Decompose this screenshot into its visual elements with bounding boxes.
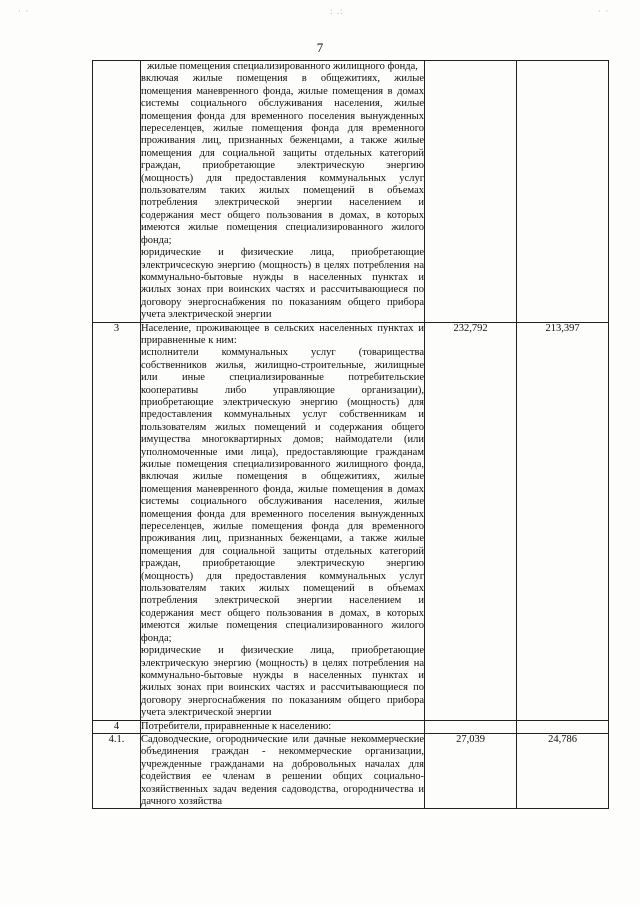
description-line: системы социального обслуживания населения, жилые bbox=[141, 496, 424, 508]
consumer-description-cell bbox=[141, 61, 425, 323]
description-line: фонда; bbox=[141, 632, 172, 644]
description-line: жилые помещения специализированного жилищного фонда, bbox=[147, 61, 418, 72]
description-line: учета электрической энергии bbox=[141, 707, 272, 719]
description-line: (мощность) для предоставления коммунальных услуг bbox=[141, 172, 424, 184]
description-line: жилых зонах при воинских частях и рассчитывающиеся по bbox=[141, 682, 424, 694]
description-line: помещения фонда для временного поселения вынужденных bbox=[141, 110, 424, 122]
consumer-description-cell bbox=[141, 733, 425, 808]
consumer-description-cell bbox=[141, 720, 425, 733]
row-number-cell: 4.1. bbox=[93, 733, 141, 808]
description-line: приравненные к ним: bbox=[141, 334, 237, 346]
description-line: помещения маневренного фонда, жилые помещения в домах bbox=[141, 483, 424, 495]
description-line: проживания лиц, признанных беженцами, а также жилые bbox=[141, 533, 424, 545]
description-line: имущества многоквартирных домов; наймодатели (или bbox=[141, 434, 424, 446]
description-line: коммунально-бытовые нужды в населенных пунктах и bbox=[141, 271, 424, 283]
description-line: (мощность) для предоставления коммунальных услуг bbox=[141, 570, 424, 582]
description-line: помещения для социальной защиты отдельных категорий bbox=[141, 147, 424, 159]
description-line: имеются жилые помещения специализированного жилого bbox=[141, 620, 424, 632]
tariff-table bbox=[92, 60, 609, 809]
tariff-value-1-cell bbox=[425, 61, 517, 323]
description-line: содействия ее членам в решении общих социально- bbox=[141, 771, 424, 783]
description-line: Потребители, приравненные к населению: bbox=[141, 720, 332, 732]
tariff-value-2-cell bbox=[517, 720, 609, 733]
description-line: пользователям таких жилых помещений в объемах bbox=[141, 185, 424, 197]
description-line: объединения граждан - некоммерческие организации, bbox=[141, 746, 424, 758]
description-line: приобретающие электрическую энергию (мощность) для bbox=[141, 396, 424, 408]
tariff-value-2-cell bbox=[517, 61, 609, 323]
description-line: электричсескую энергию (мощность) в целях потребления на bbox=[141, 259, 424, 271]
scan-mark-left: · · bbox=[18, 6, 30, 16]
description-line: договору энергоснабжения по показаниям общего прибора bbox=[141, 694, 424, 706]
row-number-cell: 4 bbox=[93, 720, 141, 733]
description-line: электрическую энергию (мощность) в целях потребления на bbox=[141, 657, 424, 669]
description-line: Садоводческие, огороднические или дачные некоммерческие bbox=[141, 733, 424, 745]
table-row bbox=[93, 733, 609, 808]
table-row bbox=[93, 61, 609, 323]
tariff-value-2-cell: 213,397 bbox=[517, 322, 609, 720]
description-line: дачного хозяйства bbox=[141, 795, 223, 807]
description-line: содержания мест общего пользования в домах, в которых bbox=[141, 209, 424, 221]
description-line: коммунально-бытовые нужды в населенных пунктах и bbox=[141, 669, 424, 681]
description-line: юридические и физические лица, приобретающие bbox=[141, 645, 424, 657]
description-line: Население, проживающее в сельских населенных пунктах и bbox=[141, 322, 424, 334]
description-line: кооперативы либо управляющие организации), bbox=[141, 384, 424, 396]
page-number: 7 bbox=[316, 40, 324, 55]
tariff-value-2-cell: 24,786 bbox=[517, 733, 609, 808]
description-line: проживания лиц, признанных беженцами, а также жилые bbox=[141, 135, 424, 147]
consumer-description-cell bbox=[141, 322, 425, 720]
tariff-value-1-cell bbox=[425, 720, 517, 733]
description-line: помещения фонда для временного поселения вынужденных bbox=[141, 508, 424, 520]
description-line: потребления электрической энергии населением и bbox=[141, 197, 424, 209]
description-line: имеются жилые помещения специализированного жилого bbox=[141, 222, 424, 234]
description-line: или иные специализированные потребительские bbox=[141, 372, 424, 384]
description-line: уполномоченные ими лица), предоставляющие гражданам bbox=[141, 446, 424, 458]
description-line: пользователям жилых помещений и содержания общего bbox=[141, 421, 424, 433]
row-number-cell: 3 bbox=[93, 322, 141, 720]
description-line: включая жилые помещения в общежитиях, жилые bbox=[141, 73, 424, 85]
description-line: хозяйственных задач ведения садоводства, огородничества и bbox=[141, 783, 424, 795]
description-line: переселенцев, жилые помещения фонда для временного bbox=[141, 123, 424, 135]
description-line: помещения маневренного фонда, жилые помещения в домах bbox=[141, 85, 424, 97]
tariff-value-1-cell: 27,039 bbox=[425, 733, 517, 808]
description-line: жилые помещения специализированного жилищного фонда, bbox=[141, 459, 424, 470]
table-row bbox=[93, 720, 609, 733]
row-number-cell bbox=[93, 61, 141, 323]
tariff-value-1-cell: 232,792 bbox=[425, 322, 517, 720]
description-line: системы социального обслуживания населения, жилые bbox=[141, 98, 424, 110]
description-line: потребления электрической энергии населением и bbox=[141, 595, 424, 607]
description-line: включая жилые помещения в общежитиях, жилые bbox=[141, 471, 424, 483]
description-line: предоставления коммунальных услуг собственникам и bbox=[141, 409, 424, 421]
tariff-table-body bbox=[93, 61, 609, 809]
description-line: помещения для социальной защиты отдельных категорий bbox=[141, 545, 424, 557]
table-row bbox=[93, 322, 609, 720]
description-line: учета электрической энергии bbox=[141, 309, 272, 321]
description-line: граждан, приобретающие электрическую энергию bbox=[141, 160, 424, 172]
description-line: исполнители коммунальных услуг (товарищества bbox=[141, 347, 424, 359]
description-line: собственников жилья, жилищно-строительные, жилищные bbox=[141, 359, 424, 371]
scan-mark-center: : .: bbox=[330, 6, 344, 16]
description-line: учрежденные гражданами на добровольных началах для bbox=[141, 758, 424, 770]
description-line: переселенцев, жилые помещения фонда для временного bbox=[141, 521, 424, 533]
scan-mark-right: · · bbox=[598, 6, 610, 16]
description-line: содержания мест общего пользования в домах, в которых bbox=[141, 607, 424, 619]
description-line: договору энергоснабжения по показаниям общего прибора bbox=[141, 296, 424, 308]
description-line: юридические и физические лица, приобретающие bbox=[141, 247, 424, 259]
description-line: пользователям таких жилых помещений в объемах bbox=[141, 583, 424, 595]
description-line: граждан, приобретающие электрическую энергию bbox=[141, 558, 424, 570]
description-line: фонда; bbox=[141, 234, 172, 246]
description-line: жилых зонах при воинских частях и рассчитывающиеся по bbox=[141, 284, 424, 296]
